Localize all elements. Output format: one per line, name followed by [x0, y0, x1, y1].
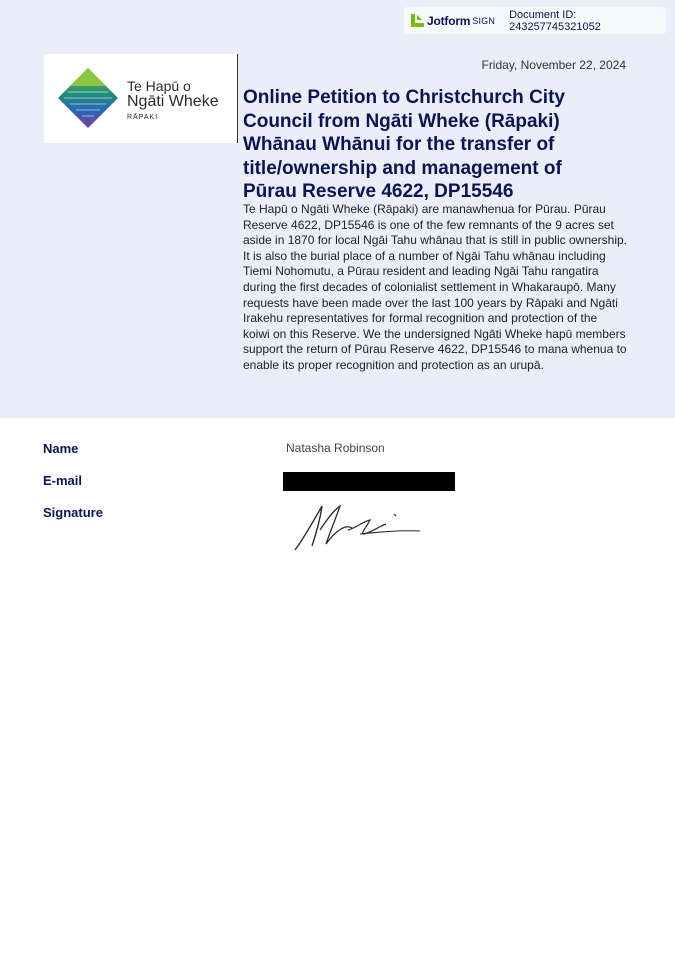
logo-text-line3: RĀPAKI: [127, 114, 159, 121]
jotform-sign-badge: [404, 7, 666, 34]
jotform-logo: [411, 14, 495, 28]
document-id: Document ID: 243257745321052: [509, 8, 601, 33]
diamond-emblem-icon: [56, 66, 120, 130]
organization-logo: [44, 54, 237, 143]
email-label: E-mail: [43, 473, 83, 488]
name-label: Name: [43, 441, 79, 456]
logo-text-line1: Te Hapū o: [127, 78, 191, 94]
logo-divider: [237, 54, 238, 143]
petition-body: Te Hapū o Ngāti Wheke (Rāpaki) are manawhenua for Pūrau. Pūrau Reserve 4622, DP15546 is one of the few remnants of the 9 acres set aside in 1870 for local Ngāi Tahu whānau that is still in public ownership. It is also the burial place of a number of Ngāi Tahu whānau including Tiemi Nohomutu, a Pūrau resident and leading Ngāi Tahu rangatira during the first decades of colonialist settlement in Whakaraupō. Many requests have been made over the last 100 years by Rāpaki and Ngāti Irakehu representatives for formal recognition and protection of the koiwi on this Reserve. We the undersigned Ngāti Wheke hapū members support the return of Pūrau Reserve 4622, DP15546 to mana whenua to enable its proper recognition and protection as an urupā.: [243, 202, 628, 372]
jotform-sign-suffix: SIGN: [472, 15, 496, 26]
handwritten-signature: [290, 500, 430, 556]
logo-text-line2: Ngāti Wheke: [127, 93, 219, 110]
petition-title: Online Petition to Christchurch City Council from Ngāti Wheke (Rāpaki) Whānau Whānui for the transfer of title/ownership and management of Pūrau Reserve 4622, DP15546: [243, 87, 565, 202]
signature-label: Signature: [43, 505, 103, 520]
name-value: Natasha Robinson: [286, 441, 385, 455]
document-date: Friday, November 22, 2024: [481, 58, 626, 72]
jotform-wordmark: Jotform: [427, 13, 471, 28]
jotform-logo-icon: [411, 14, 424, 27]
email-redaction: [283, 472, 455, 491]
